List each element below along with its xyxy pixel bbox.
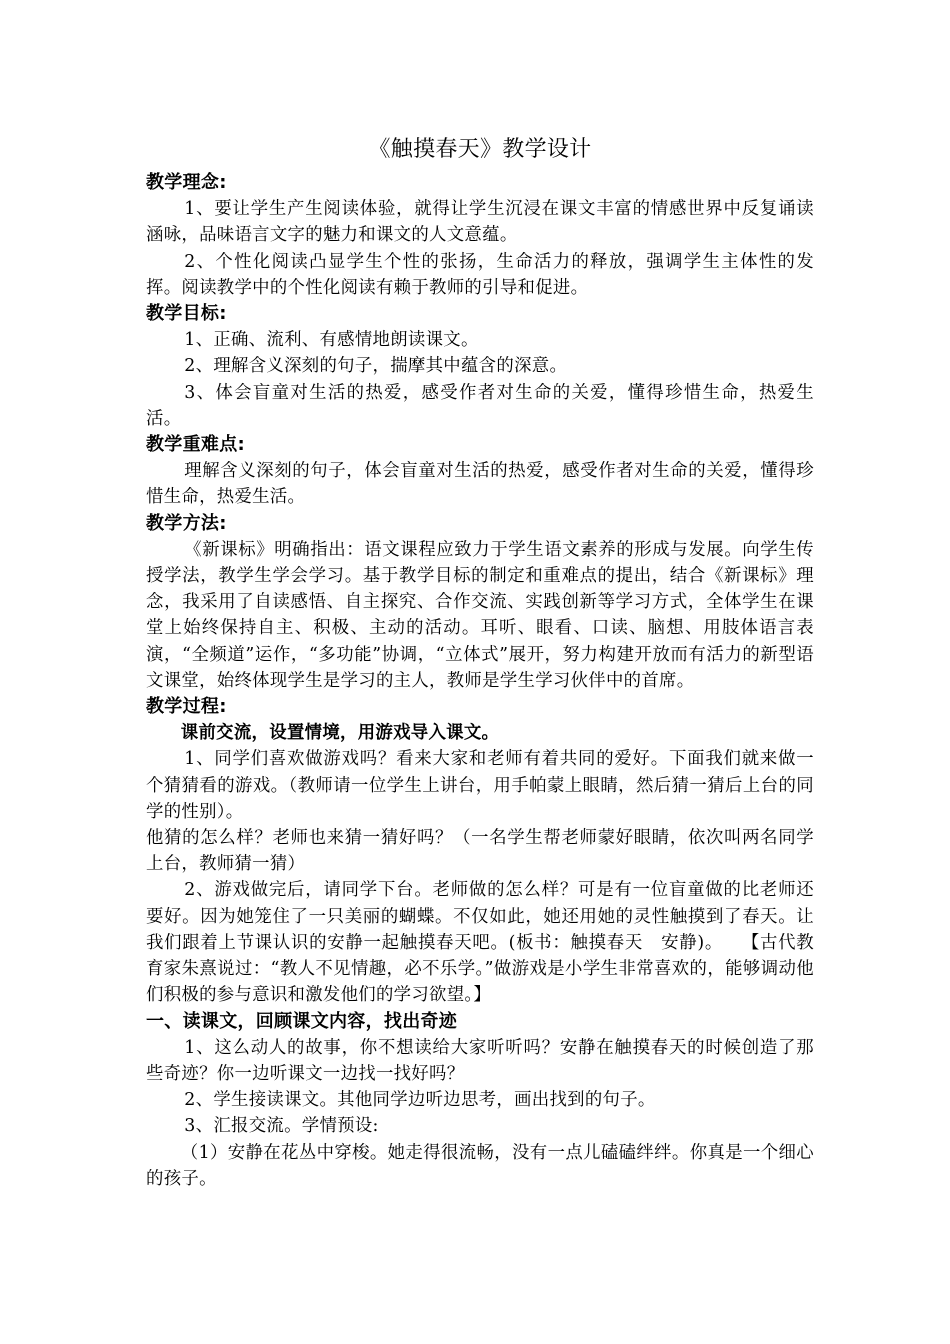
section-heading-method: 教学方法: [146,512,227,534]
paragraph-pre-2: 2、游戏做完后，请同学下台。老师做的怎么样？可是有一位盲童做的比老师还要好。因为她笼住了一只美丽的蝴蝶。不仅如此，她还用她的灵性触摸到了春天。让我们跟着上节课认识的安静一起触摸春天吧。(板书：触摸春天 安静)。 【古代教育家朱熹说过：“教人不见情趣，必不乐学。”做游戏是小学生非常喜欢的，能够调动他们积极的参与意识和激发他们的学习欲望。】 [146,880,814,1006]
document-page [146,130,814,1192]
subsection-title-pre-class: 课前交流，设置情境，用游戏导入课文。 [180,723,500,744]
section-heading-concept: 教学理念: [146,172,227,193]
paragraph-method: 《新课标》明确指出：语文课程应致力于学生语文素养的形成与发展。向学生传授学法，教学生学会学习。基于教学目标的制定和重难点的提出，结合《新课标》理念，我采用了自读感悟、自主探究、合作交流、实践创新等学习方式，全体学生在课堂上始终保持自主、积极、主动的活动。耳听、眼看、口读、脑想、用肢体语言表演，“全频道”运作，“多功能”协调，“立体式”展开，努力构建开放而有活力的新型语文课堂，始终体现学生是学习的主人，教师是学生学习伙伴中的首席。 [146,539,814,691]
section-heading-goals: 教学目标: [146,303,227,325]
paragraph-concept-1: 1、要让学生产生阅读体验，就得让学生沉浸在课文丰富的情感世界中反复诵读涵咏，品味语言文字的魅力和课文的人文意蕴。 [146,199,814,246]
section-heading-part-1: 一、读课文，回顾课文内容，找出奇迹 [146,1010,458,1032]
paragraph-goal-1: 1、正确、流利、有感情地朗读课文。 [184,330,479,351]
paragraph-part1-1: 1、这么动人的故事，你不想读给大家听听吗？安静在触摸春天的时候创造了那些奇迹？你一边听课文一边找一找好吗？ [146,1037,814,1084]
paragraph-concept-2: 2、个性化阅读凸显学生个性的张扬，生命活力的释放，强调学生主体性的发挥。阅读教学中的个性化阅读有赖于教师的引导和促进。 [146,251,814,298]
paragraph-pre-1b: 他猜的怎么样？老师也来猜一猜好吗？（一名学生帮老师蒙好眼睛，依次叫两名同学上台，教师猜一猜） [146,828,814,875]
section-heading-key-points: 教学重难点: [146,434,245,456]
paragraph-part1-3: 3、汇报交流。学情预设: [184,1116,379,1137]
paragraph-part1-3a: （1）安静在花丛中穿梭。她走得很流畅，没有一点儿磕磕绊绊。你真是一个细心的孩子。 [146,1142,814,1189]
document-title: 《触摸春天》教学设计 [368,137,592,162]
paragraph-pre-1: 1、同学们喜欢做游戏吗？看来大家和老师有着共同的爱好。下面我们就来做一个猜猜看的游戏。（教师请一位学生上讲台，用手帕蒙上眼睛，然后猜一猜后上台的同学的性别）。 [146,749,814,822]
paragraph-goal-3: 3、体会盲童对生活的热爱，感受作者对生命的关爱，懂得珍惜生命，热爱生活。 [146,382,814,429]
paragraph-key-points: 理解含义深刻的句子，体会盲童对生活的热爱，感受作者对生命的关爱，懂得珍惜生命，热爱生活。 [146,461,814,508]
paragraph-goal-2: 2、理解含义深刻的句子，揣摩其中蕴含的深意。 [184,356,568,377]
paragraph-part1-2: 2、学生接读课文。其他同学边听边思考，画出找到的句子。 [184,1090,656,1111]
section-heading-process: 教学过程: [146,696,227,718]
